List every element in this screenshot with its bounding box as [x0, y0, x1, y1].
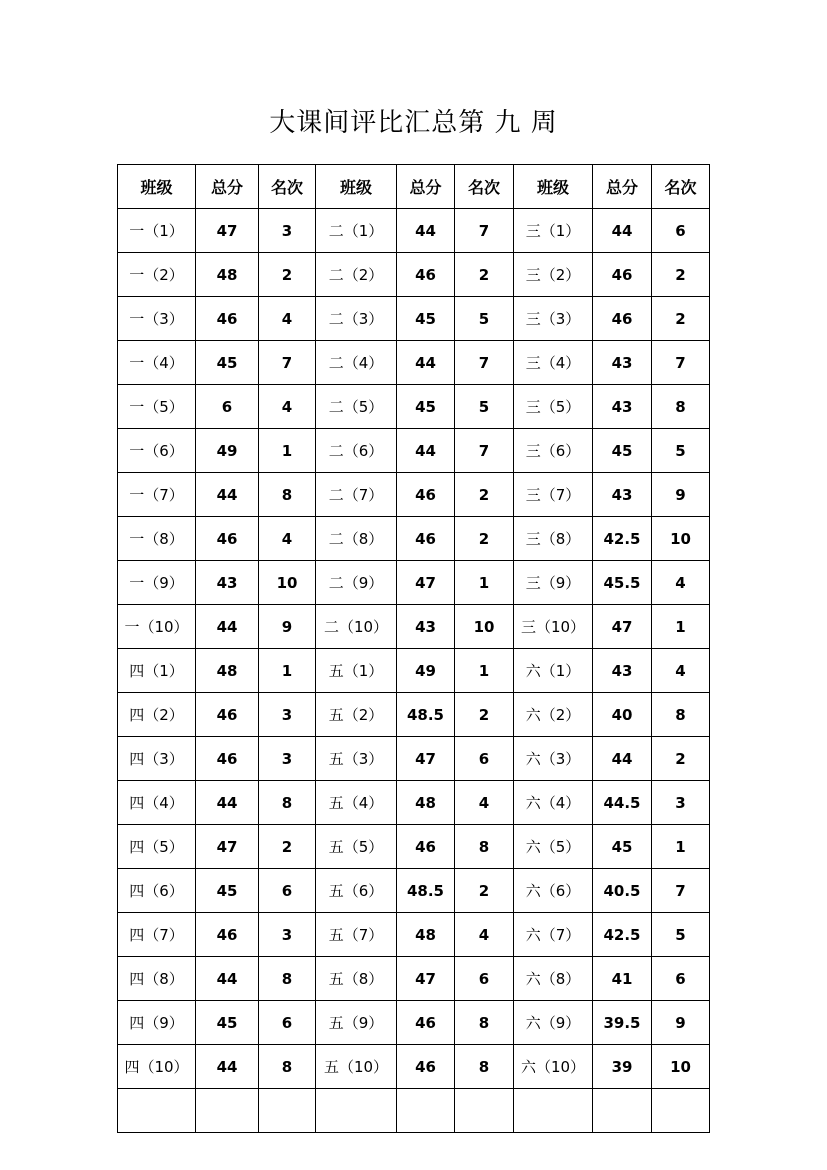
score-cell: 47	[397, 737, 455, 781]
class-cell: 三（3）	[514, 297, 593, 341]
rank-cell: 8	[259, 957, 316, 1001]
class-cell: 六（9）	[514, 1001, 593, 1045]
class-cell: 一（4）	[118, 341, 196, 385]
header-row	[118, 165, 710, 209]
class-cell: 三（7）	[514, 473, 593, 517]
table-row	[118, 913, 710, 957]
column-header: 班级	[118, 165, 196, 209]
rank-cell: 3	[259, 737, 316, 781]
empty-cell	[118, 1089, 196, 1133]
rank-cell: 1	[259, 649, 316, 693]
table-row	[118, 605, 710, 649]
column-header: 名次	[652, 165, 710, 209]
class-cell: 二（3）	[316, 297, 397, 341]
rank-cell: 2	[652, 297, 710, 341]
table-row	[118, 561, 710, 605]
empty-row	[118, 1089, 710, 1133]
table-row	[118, 825, 710, 869]
score-cell: 44	[397, 209, 455, 253]
rank-cell: 2	[455, 869, 514, 913]
table-row	[118, 517, 710, 561]
score-cell: 43	[593, 473, 652, 517]
table-row	[118, 649, 710, 693]
score-cell: 48	[196, 253, 259, 297]
class-cell: 四（10）	[118, 1045, 196, 1089]
class-cell: 六（8）	[514, 957, 593, 1001]
rank-cell: 8	[455, 825, 514, 869]
rank-cell: 7	[455, 341, 514, 385]
class-cell: 三（9）	[514, 561, 593, 605]
class-cell: 五（9）	[316, 1001, 397, 1045]
class-cell: 三（4）	[514, 341, 593, 385]
class-cell: 二（8）	[316, 517, 397, 561]
table-row	[118, 1045, 710, 1089]
score-cell: 46	[397, 473, 455, 517]
column-header: 总分	[593, 165, 652, 209]
rank-cell: 1	[652, 605, 710, 649]
rank-cell: 6	[259, 869, 316, 913]
score-cell: 44	[196, 473, 259, 517]
class-cell: 一（6）	[118, 429, 196, 473]
class-cell: 四（3）	[118, 737, 196, 781]
empty-cell	[593, 1089, 652, 1133]
rank-cell: 1	[652, 825, 710, 869]
score-cell: 46	[397, 1001, 455, 1045]
table-row	[118, 473, 710, 517]
table-row	[118, 385, 710, 429]
rank-cell: 8	[455, 1045, 514, 1089]
score-cell: 42.5	[593, 517, 652, 561]
column-header: 名次	[455, 165, 514, 209]
score-cell: 44	[593, 209, 652, 253]
table-row	[118, 957, 710, 1001]
class-cell: 一（8）	[118, 517, 196, 561]
rank-cell: 3	[259, 209, 316, 253]
class-cell: 二（9）	[316, 561, 397, 605]
rank-cell: 2	[455, 253, 514, 297]
score-cell: 46	[196, 737, 259, 781]
score-table	[117, 164, 710, 1133]
rank-cell: 2	[455, 473, 514, 517]
rank-cell: 8	[259, 781, 316, 825]
class-cell: 二（5）	[316, 385, 397, 429]
rank-cell: 10	[455, 605, 514, 649]
class-cell: 五（1）	[316, 649, 397, 693]
column-header: 总分	[397, 165, 455, 209]
rank-cell: 4	[259, 297, 316, 341]
class-cell: 一（2）	[118, 253, 196, 297]
score-cell: 44	[593, 737, 652, 781]
class-cell: 六（4）	[514, 781, 593, 825]
empty-cell	[652, 1089, 710, 1133]
class-cell: 四（9）	[118, 1001, 196, 1045]
table-row	[118, 253, 710, 297]
column-header: 名次	[259, 165, 316, 209]
table-row	[118, 693, 710, 737]
score-cell: 48.5	[397, 869, 455, 913]
score-cell: 45	[196, 341, 259, 385]
score-cell: 44	[196, 605, 259, 649]
score-cell: 45	[397, 297, 455, 341]
rank-cell: 1	[259, 429, 316, 473]
class-cell: 六（10）	[514, 1045, 593, 1089]
rank-cell: 4	[455, 913, 514, 957]
class-cell: 三（10）	[514, 605, 593, 649]
score-cell: 47	[196, 209, 259, 253]
rank-cell: 8	[455, 1001, 514, 1045]
score-cell: 43	[593, 649, 652, 693]
rank-cell: 9	[652, 1001, 710, 1045]
empty-cell	[455, 1089, 514, 1133]
table-row	[118, 737, 710, 781]
score-cell: 39	[593, 1045, 652, 1089]
class-cell: 五（4）	[316, 781, 397, 825]
rank-cell: 2	[455, 517, 514, 561]
class-cell: 六（5）	[514, 825, 593, 869]
rank-cell: 10	[259, 561, 316, 605]
score-cell: 48	[196, 649, 259, 693]
class-cell: 二（10）	[316, 605, 397, 649]
score-cell: 48	[397, 913, 455, 957]
column-header: 班级	[514, 165, 593, 209]
score-cell: 43	[397, 605, 455, 649]
class-cell: 三（8）	[514, 517, 593, 561]
class-cell: 五（8）	[316, 957, 397, 1001]
class-cell: 二（4）	[316, 341, 397, 385]
table-row	[118, 341, 710, 385]
rank-cell: 9	[259, 605, 316, 649]
class-cell: 五（7）	[316, 913, 397, 957]
class-cell: 六（1）	[514, 649, 593, 693]
class-cell: 六（3）	[514, 737, 593, 781]
score-cell: 44	[196, 781, 259, 825]
score-cell: 44	[196, 1045, 259, 1089]
rank-cell: 7	[259, 341, 316, 385]
score-cell: 47	[397, 957, 455, 1001]
rank-cell: 10	[652, 517, 710, 561]
rank-cell: 3	[652, 781, 710, 825]
rank-cell: 2	[455, 693, 514, 737]
rank-cell: 4	[259, 517, 316, 561]
score-cell: 48.5	[397, 693, 455, 737]
rank-cell: 7	[455, 429, 514, 473]
class-cell: 一（1）	[118, 209, 196, 253]
score-cell: 40	[593, 693, 652, 737]
score-cell: 47	[196, 825, 259, 869]
score-cell: 6	[196, 385, 259, 429]
score-cell: 45	[593, 429, 652, 473]
rank-cell: 3	[259, 693, 316, 737]
score-cell: 45.5	[593, 561, 652, 605]
class-cell: 二（6）	[316, 429, 397, 473]
score-cell: 46	[196, 297, 259, 341]
score-cell: 46	[397, 253, 455, 297]
class-cell: 一（10）	[118, 605, 196, 649]
class-cell: 六（2）	[514, 693, 593, 737]
rank-cell: 2	[652, 737, 710, 781]
table-row	[118, 297, 710, 341]
score-cell: 46	[593, 253, 652, 297]
rank-cell: 4	[652, 649, 710, 693]
rank-cell: 2	[259, 253, 316, 297]
empty-cell	[316, 1089, 397, 1133]
score-cell: 46	[196, 913, 259, 957]
score-cell: 43	[196, 561, 259, 605]
score-cell: 49	[397, 649, 455, 693]
class-cell: 四（7）	[118, 913, 196, 957]
rank-cell: 7	[652, 341, 710, 385]
score-cell: 47	[593, 605, 652, 649]
empty-cell	[514, 1089, 593, 1133]
class-cell: 二（2）	[316, 253, 397, 297]
column-header: 班级	[316, 165, 397, 209]
rank-cell: 10	[652, 1045, 710, 1089]
class-cell: 一（9）	[118, 561, 196, 605]
class-cell: 四（2）	[118, 693, 196, 737]
rank-cell: 8	[259, 1045, 316, 1089]
class-cell: 三（6）	[514, 429, 593, 473]
rank-cell: 6	[259, 1001, 316, 1045]
class-cell: 五（3）	[316, 737, 397, 781]
rank-cell: 1	[455, 561, 514, 605]
rank-cell: 8	[652, 385, 710, 429]
class-cell: 六（6）	[514, 869, 593, 913]
class-cell: 一（5）	[118, 385, 196, 429]
empty-cell	[397, 1089, 455, 1133]
score-cell: 40.5	[593, 869, 652, 913]
class-cell: 二（1）	[316, 209, 397, 253]
rank-cell: 8	[259, 473, 316, 517]
class-cell: 四（1）	[118, 649, 196, 693]
rank-cell: 5	[455, 385, 514, 429]
rank-cell: 4	[455, 781, 514, 825]
score-cell: 46	[397, 517, 455, 561]
table-row	[118, 781, 710, 825]
rank-cell: 4	[652, 561, 710, 605]
rank-cell: 7	[652, 869, 710, 913]
score-cell: 44	[196, 957, 259, 1001]
rank-cell: 3	[259, 913, 316, 957]
table-row	[118, 209, 710, 253]
class-cell: 一（7）	[118, 473, 196, 517]
score-cell: 44	[397, 429, 455, 473]
score-cell: 46	[397, 1045, 455, 1089]
table-body	[118, 209, 710, 1133]
score-cell: 46	[196, 693, 259, 737]
empty-cell	[259, 1089, 316, 1133]
score-cell: 45	[196, 1001, 259, 1045]
rank-cell: 7	[455, 209, 514, 253]
score-cell: 45	[397, 385, 455, 429]
page-title: 大课间评比汇总第 九 周	[269, 108, 558, 138]
score-cell: 44.5	[593, 781, 652, 825]
score-cell: 46	[397, 825, 455, 869]
class-cell: 三（1）	[514, 209, 593, 253]
score-cell: 44	[397, 341, 455, 385]
rank-cell: 5	[652, 429, 710, 473]
score-cell: 48	[397, 781, 455, 825]
rank-cell: 6	[652, 957, 710, 1001]
score-cell: 45	[196, 869, 259, 913]
class-cell: 三（2）	[514, 253, 593, 297]
score-cell: 41	[593, 957, 652, 1001]
rank-cell: 1	[455, 649, 514, 693]
class-cell: 四（6）	[118, 869, 196, 913]
score-cell: 49	[196, 429, 259, 473]
class-cell: 六（7）	[514, 913, 593, 957]
empty-cell	[196, 1089, 259, 1133]
rank-cell: 2	[259, 825, 316, 869]
score-cell: 43	[593, 341, 652, 385]
table-row	[118, 869, 710, 913]
rank-cell: 2	[652, 253, 710, 297]
rank-cell: 6	[455, 737, 514, 781]
score-cell: 39.5	[593, 1001, 652, 1045]
class-cell: 五（6）	[316, 869, 397, 913]
class-cell: 五（2）	[316, 693, 397, 737]
class-cell: 五（5）	[316, 825, 397, 869]
class-cell: 四（8）	[118, 957, 196, 1001]
rank-cell: 6	[652, 209, 710, 253]
rank-cell: 6	[455, 957, 514, 1001]
class-cell: 四（5）	[118, 825, 196, 869]
class-cell: 三（5）	[514, 385, 593, 429]
score-cell: 42.5	[593, 913, 652, 957]
score-cell: 46	[593, 297, 652, 341]
rank-cell: 8	[652, 693, 710, 737]
rank-cell: 4	[259, 385, 316, 429]
rank-cell: 9	[652, 473, 710, 517]
column-header: 总分	[196, 165, 259, 209]
score-cell: 47	[397, 561, 455, 605]
table-row	[118, 1001, 710, 1045]
class-cell: 四（4）	[118, 781, 196, 825]
table-row	[118, 429, 710, 473]
score-cell: 43	[593, 385, 652, 429]
score-cell: 46	[196, 517, 259, 561]
class-cell: 二（7）	[316, 473, 397, 517]
rank-cell: 5	[455, 297, 514, 341]
rank-cell: 5	[652, 913, 710, 957]
score-cell: 45	[593, 825, 652, 869]
class-cell: 一（3）	[118, 297, 196, 341]
class-cell: 五（10）	[316, 1045, 397, 1089]
